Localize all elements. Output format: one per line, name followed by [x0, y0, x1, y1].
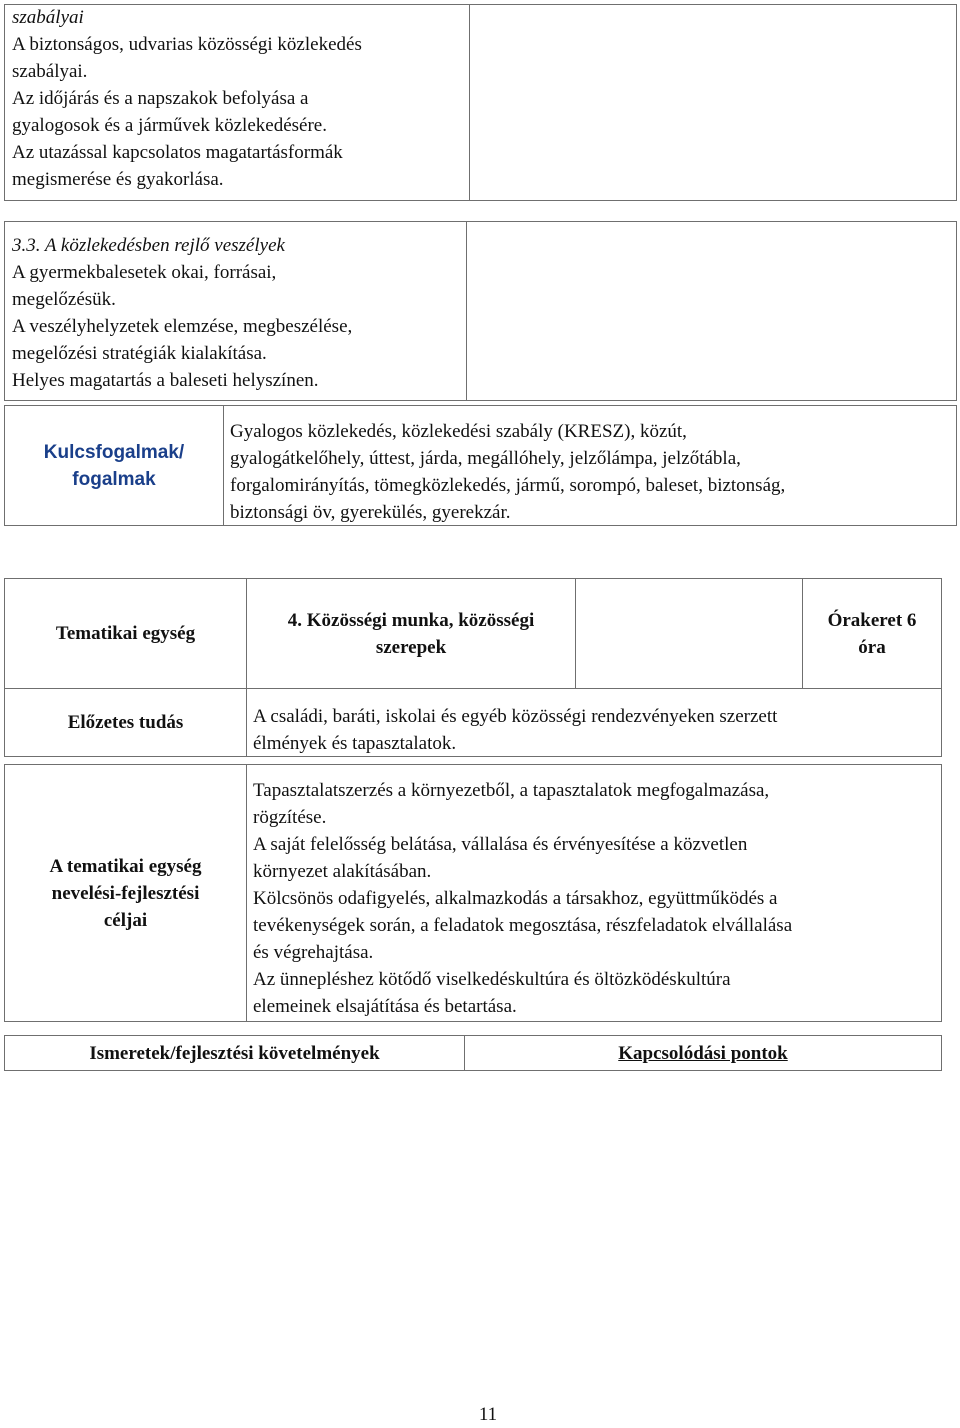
goals-line: tevékenységek során, a feladatok megosztása, részfeladatok elvállalása — [253, 915, 793, 936]
connection-cell-section — [466, 221, 957, 401]
keywords-line: Gyalogos közlekedés, közlekedési szabály (KRESZ), közút, — [230, 421, 687, 442]
page-number: 11 — [478, 1404, 498, 1425]
goals-line: elemeinek elsajátítása és betartása. — [253, 996, 517, 1017]
text-line: Az időjárás és a napszakok befolyása a — [12, 88, 309, 109]
goals-line: környezet alakításában. — [253, 861, 432, 882]
text-line: Az utazással kapcsolatos magatartásformák — [12, 142, 343, 163]
text-line: A biztonságos, udvarias közösségi közlekedés — [12, 34, 362, 55]
goals-line: Kölcsönös odafigyelés, alkalmazkodás a társakhoz, együttműködés a — [253, 888, 778, 909]
connections-header-cell — [464, 1035, 942, 1071]
text-line: Helyes magatartás a baleseti helyszínen. — [12, 370, 319, 391]
keywords-label: Kulcsfogalmak/ — [43, 441, 185, 463]
keywords-line: forgalomirányítás, tömegközlekedés, jármű, sorompó, baleset, biztonság, — [230, 475, 786, 496]
keywords-text-cell — [223, 405, 957, 526]
requirements-header-cell — [4, 1035, 465, 1071]
keywords-line: gyalogátkelőhely, úttest, járda, megállóhely, jelzőlámpa, jelzőtábla, — [230, 448, 741, 469]
keywords-line: biztonsági öv, gyerekülés, gyerekzár. — [230, 502, 511, 523]
connections-header: Kapcsolódási pontok — [618, 1042, 788, 1064]
goals-line: Tapasztalatszerzés a környezetből, a tapasztalatok megfogalmazása, — [253, 780, 770, 801]
connection-cell-top — [469, 4, 957, 201]
text-line: gyalogosok és a járművek közlekedésére. — [12, 115, 327, 136]
top-content-text — [6, 4, 466, 193]
text-line: szabályai — [12, 7, 84, 28]
goals-label: céljai — [103, 909, 148, 931]
goals-text-cell — [246, 764, 942, 1022]
unit-title: szerepek — [375, 636, 447, 658]
unit-title-cell — [246, 578, 576, 689]
goals-label-cell — [4, 764, 247, 1022]
text-line: A gyermekbalesetek okai, forrásai, — [12, 262, 277, 283]
section-content-text — [6, 232, 464, 394]
unit-title: 4. Közösségi munka, közösségi — [287, 609, 535, 631]
prior-knowledge-label: Előzetes tudás — [67, 712, 184, 733]
unit-empty-cell — [575, 578, 803, 689]
prior-knowledge-line: élmények és tapasztalatok. — [253, 733, 457, 754]
hours-cell — [802, 578, 942, 689]
text-line: megismerése és gyakorlása. — [12, 169, 224, 190]
keywords-label-cell — [4, 405, 224, 526]
text-line: szabályai. — [12, 61, 88, 82]
tematikai-egyseg-cell — [4, 578, 247, 689]
goals-label: A tematikai egység — [49, 855, 202, 877]
prior-knowledge-text-cell — [246, 688, 942, 757]
keywords-label: fogalmak — [72, 468, 156, 490]
goals-line: A saját felelősség belátása, vállalása és érvényesítése a közvetlen — [253, 834, 748, 855]
text-line: A veszélyhelyzetek elemzése, megbeszélése, — [12, 316, 353, 337]
goals-label: nevelési-fejlesztési — [51, 882, 200, 904]
hours-label: óra — [858, 636, 886, 658]
hours-label: Órakeret 6 — [827, 609, 917, 631]
goals-line: és végrehajtása. — [253, 942, 374, 963]
prior-knowledge-label-cell — [4, 688, 247, 757]
section-heading: 3.3. A közlekedésben rejlő veszélyek — [12, 235, 285, 256]
tematikai-egyseg-label: Tematikai egység — [55, 623, 196, 644]
goals-line: Az ünnepléshez kötődő viselkedéskultúra és öltözködéskultúra — [253, 969, 731, 990]
text-line: megelőzési stratégiák kialakítása. — [12, 343, 267, 364]
text-line: megelőzésük. — [12, 289, 116, 310]
requirements-header: Ismeretek/fejlesztési követelmények — [89, 1042, 380, 1064]
prior-knowledge-line: A családi, baráti, iskolai és egyéb közösségi rendezvényeken szerzett — [253, 706, 778, 727]
goals-line: rögzítése. — [253, 807, 327, 828]
